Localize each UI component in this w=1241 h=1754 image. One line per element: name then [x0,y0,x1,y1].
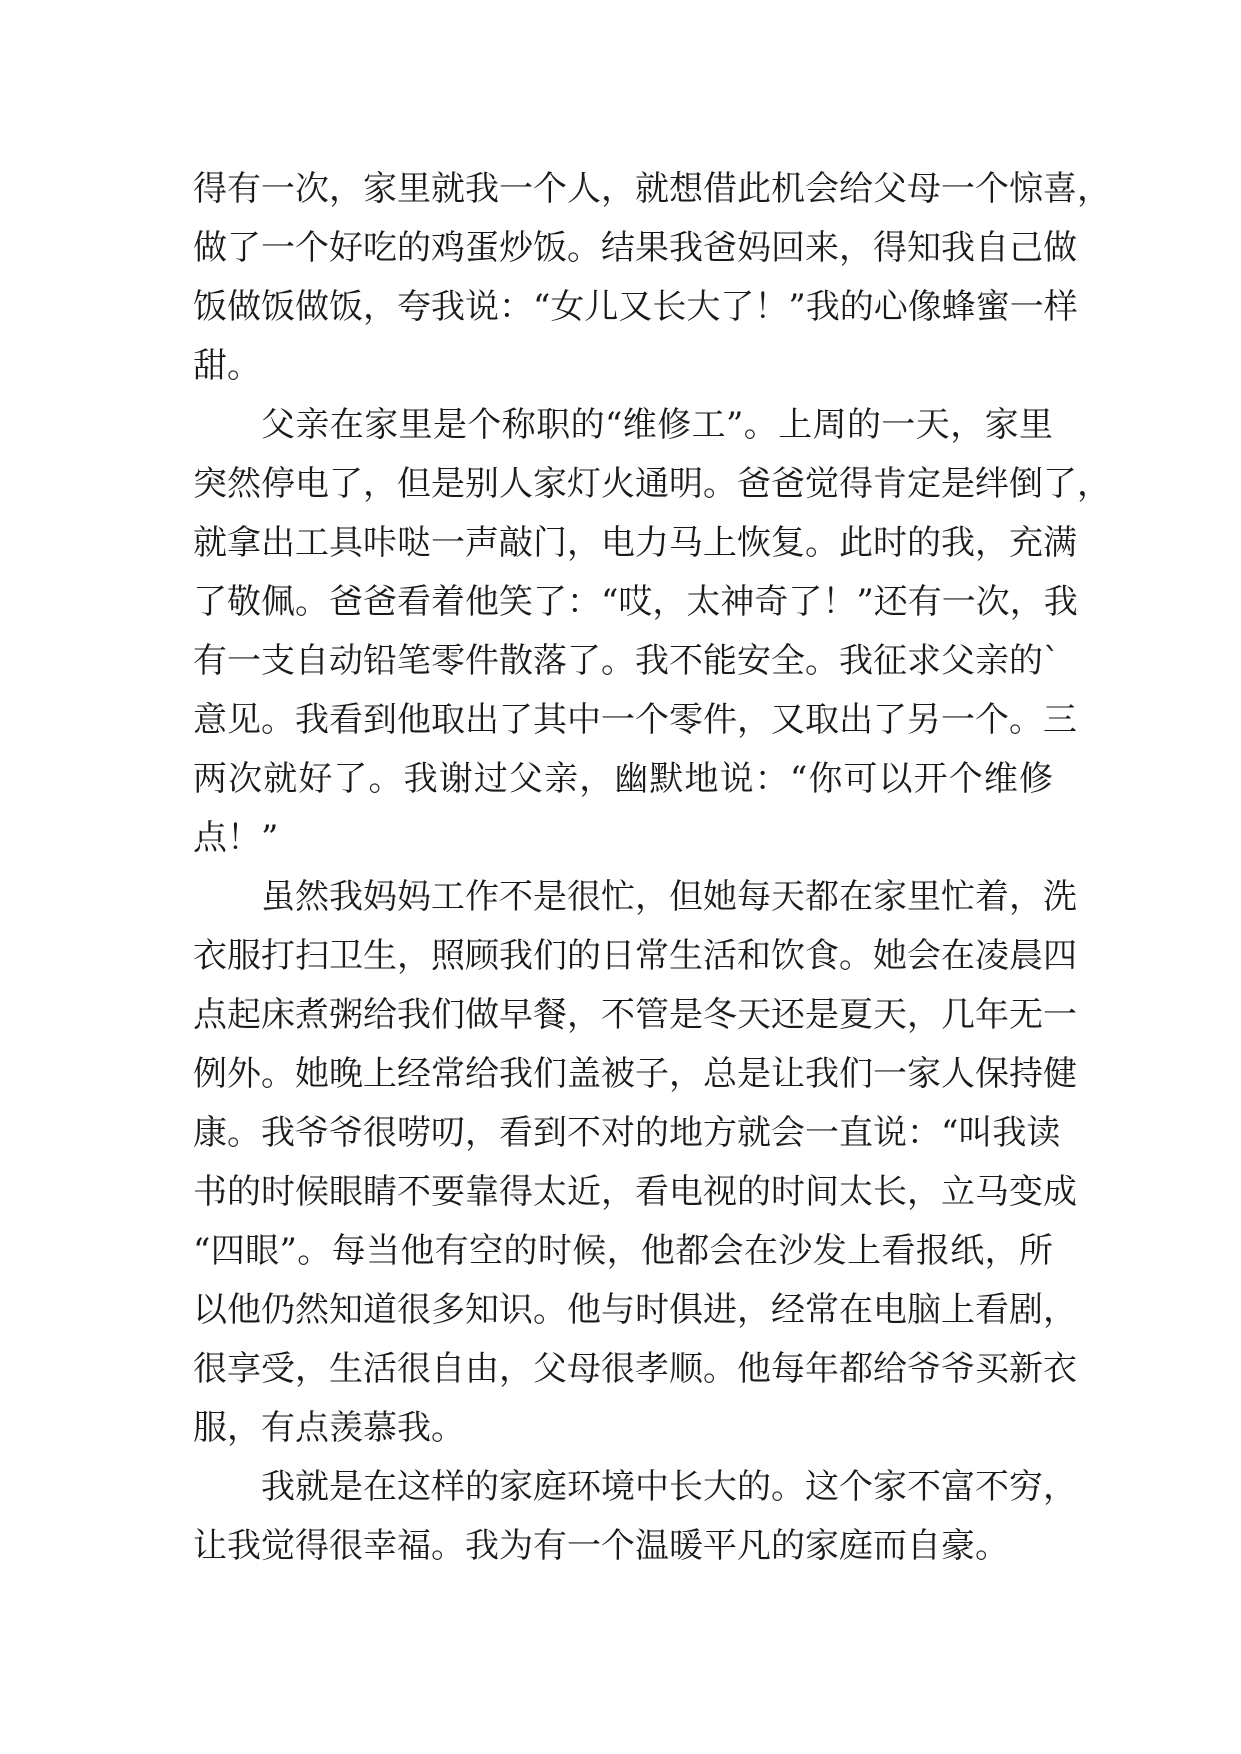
text-line: 衣服打扫卫生，照顾我们的日常生活和饮食。她会在凌晨四 [193,936,1077,976]
text-line: 让我觉得很幸福。我为有一个温暖平凡的家庭而自豪。 [193,1526,1009,1566]
text-line: 以他仍然知道很多知识。他与时俱进，经常在电脑上看剧， [193,1290,1077,1330]
text-line: 例外。她晚上经常给我们盖被子，总是让我们一家人保持健 [193,1054,1077,1094]
text-line: “四眼”。每当他有空的时候，他都会在沙发上看报纸，所 [193,1231,1053,1271]
text-line: 得有一次，家里就我一个人，就想借此机会给父母一个惊喜， [193,169,1111,209]
text-line: 突然停电了，但是别人家灯火通明。爸爸觉得肯定是绊倒了， [193,464,1111,504]
text-line: 甜。 [193,346,261,386]
text-line: 点！” [193,818,279,858]
text-line: 饭做饭做饭，夸我说：“女儿又长大了！”我的心像蜂蜜一样 [193,287,1078,327]
text-line: 很享受，生活很自由，父母很孝顺。他每年都给爷爷买新衣 [193,1349,1077,1389]
text-line: 点起床煮粥给我们做早餐，不管是冬天还是夏天，几年无一 [193,995,1077,1035]
text-line: 有一支自动铅笔零件散落了。我不能安全。我征求父亲的` [193,641,1060,681]
text-line: 书的时候眼睛不要靠得太近，看电视的时间太长，立马变成 [193,1172,1077,1212]
text-line: 康。我爷爷很唠叨，看到不对的地方就会一直说：“叫我读 [193,1113,1061,1153]
paragraph-first-line: 我就是在这样的家庭环境中长大的。这个家不富不穷， [261,1467,1077,1507]
paragraph-first-line: 父亲在家里是个称职的“维修工”。上周的一天，家里 [261,405,1053,445]
paragraph-first-line: 虽然我妈妈工作不是很忙，但她每天都在家里忙着，洗 [261,877,1077,917]
text-line: 两次就好了。我谢过父亲，幽默地说：“你可以开个维修 [193,759,1053,799]
text-line: 意见。我看到他取出了其中一个零件，又取出了另一个。三 [193,700,1077,740]
text-line: 服，有点羡慕我。 [193,1408,465,1448]
document-body [193,160,1111,1576]
text-line: 了敬佩。爸爸看着他笑了：“哎，太神奇了！”还有一次，我 [193,582,1078,622]
text-line: 就拿出工具咔哒一声敲门，电力马上恢复。此时的我，充满 [193,523,1077,563]
text-line: 做了一个好吃的鸡蛋炒饭。结果我爸妈回来，得知我自己做 [193,228,1077,268]
